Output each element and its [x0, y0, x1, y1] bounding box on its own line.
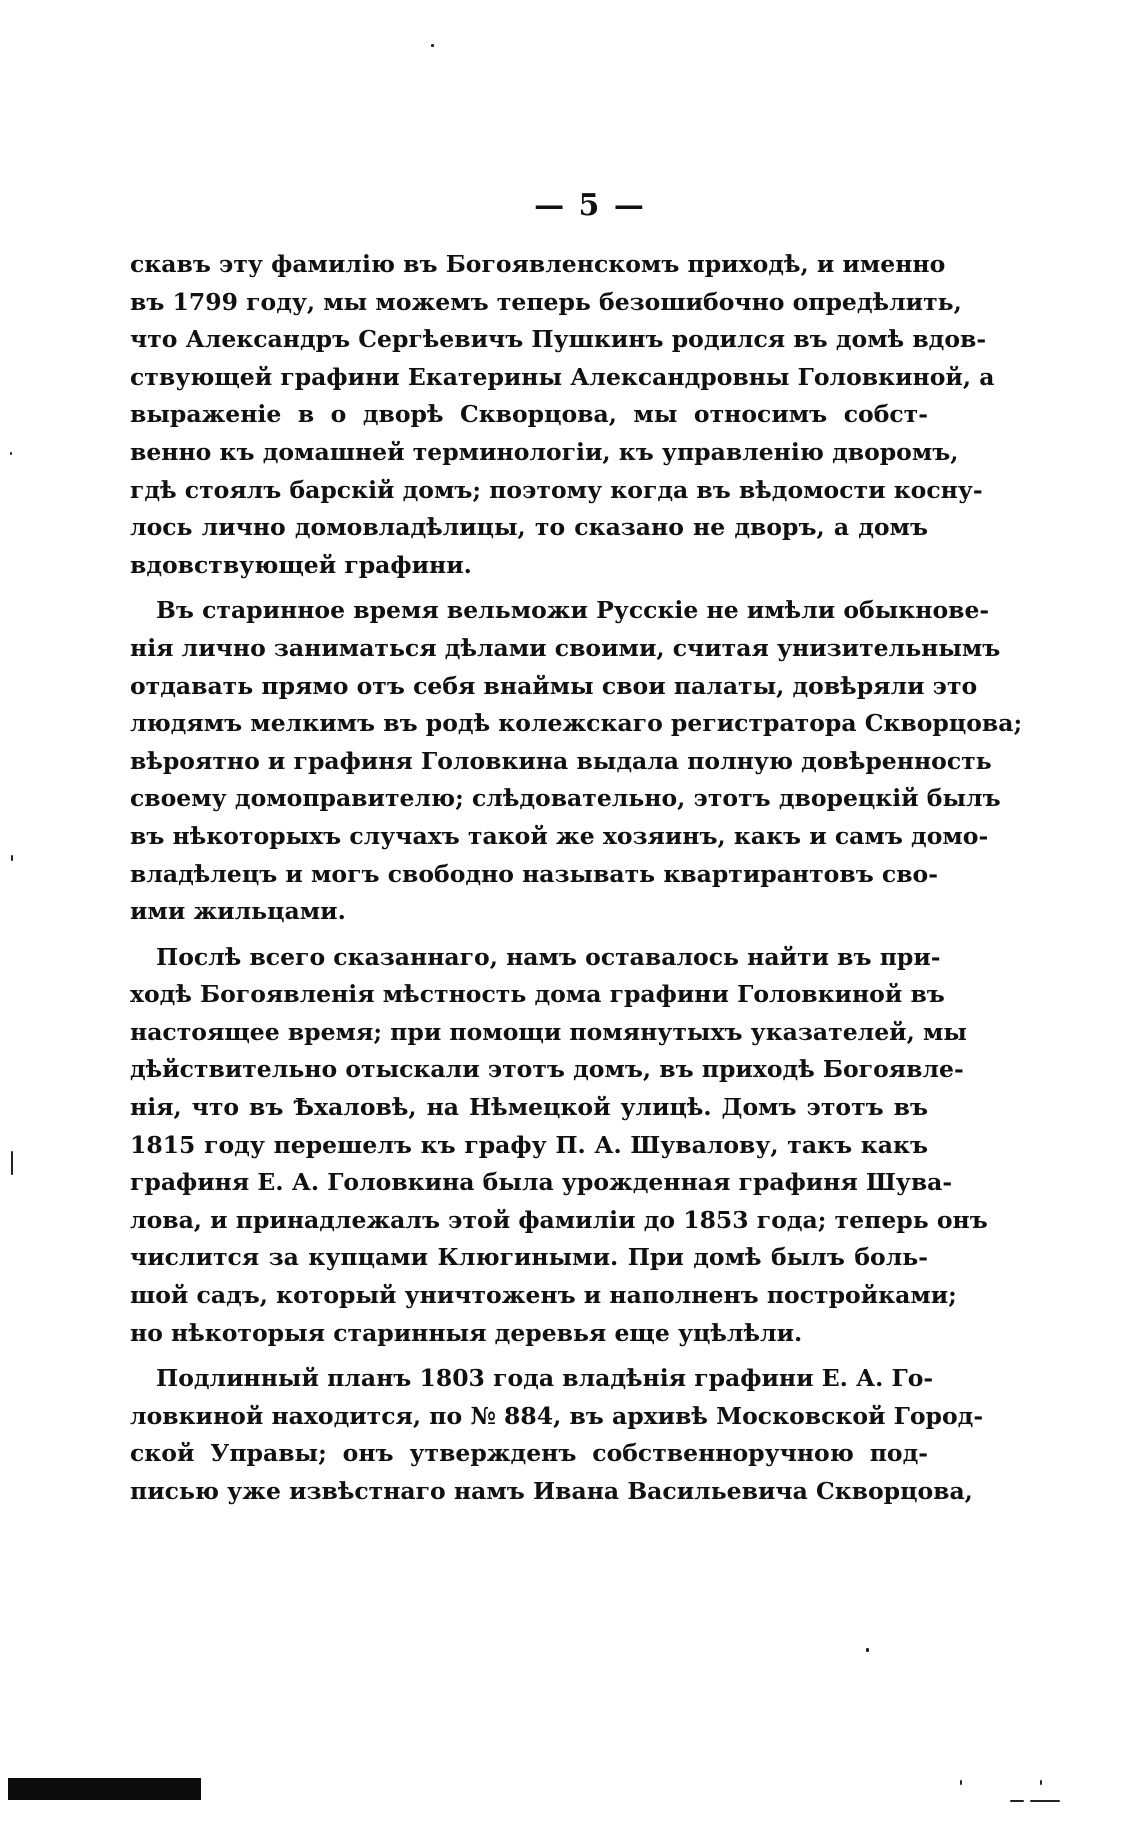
- scan-speck: [960, 1780, 962, 1785]
- text-line: гдѣ стоялъ барскій домъ; поэтому когда въ вѣдомости косну-: [130, 475, 983, 504]
- paragraph-gap: [130, 584, 928, 592]
- paragraph-2: [130, 592, 1023, 930]
- paragraph-1: [130, 246, 995, 584]
- scan-speck: [1010, 1800, 1024, 1802]
- scan-speck: [11, 855, 13, 861]
- paragraph-gap: [130, 1352, 928, 1360]
- text-line: выраженіе в о дворѣ Скворцова, мы относимъ собст-: [130, 400, 928, 429]
- scan-speck: [431, 44, 434, 47]
- text-line: Въ старинное время вельможи Русскіе не имѣли обыкнове-: [156, 596, 990, 625]
- paragraph-3: [130, 939, 988, 1353]
- text-line: настоящее время; при помощи помянутыхъ указателей, мы: [130, 1017, 967, 1046]
- scan-artifact-bar: [8, 1778, 201, 1800]
- text-line: ходѣ Богоявленія мѣстность дома графини Головкиной въ: [130, 980, 945, 1009]
- scan-speck: [866, 1648, 869, 1652]
- scan-speck: [1040, 1780, 1042, 1785]
- text-line: владѣлецъ и могъ свободно называть квартирантовъ сво-: [130, 859, 938, 888]
- text-line: ствующей графини Екатерины Александровны Головкиной, а: [130, 362, 995, 391]
- text-line: ской Управы; онъ утвержденъ собственноручною под-: [130, 1439, 928, 1468]
- text-line: числится за купцами Клюгиными. При домѣ былъ боль-: [130, 1243, 928, 1272]
- text-line: нія лично заниматься дѣлами своими, считая унизительнымъ: [130, 633, 1001, 662]
- text-line: писью уже извѣстнаго намъ Ивана Васильевича Скворцова,: [130, 1477, 973, 1505]
- text-line: въ 1799 году, мы можемъ теперь безошибочно опредѣлить,: [130, 287, 962, 316]
- scan-speck: [10, 452, 12, 455]
- scan-speck: [1030, 1800, 1060, 1802]
- text-line: отдавать прямо отъ себя внаймы свои палаты, довѣряли это: [130, 671, 978, 700]
- scan-speck: [11, 1151, 13, 1175]
- text-line: людямъ мелкимъ въ родѣ колежскаго регистратора Скворцова;: [130, 709, 1023, 738]
- text-line: скавъ эту фамилію въ Богоявленскомъ приходѣ, и именно: [130, 250, 946, 278]
- text-line: вдовствующей графини.: [130, 550, 472, 579]
- text-line: лось лично домовладѣлицы, то сказано не дворъ, а домъ: [130, 513, 928, 542]
- text-line: Послѣ всего сказаннаго, намъ оставалось найти въ при-: [156, 942, 941, 971]
- text-line: ловкиной находится, по № 884, въ архивѣ Московской Город-: [130, 1401, 984, 1430]
- paragraph-4: [130, 1360, 984, 1510]
- body-text: [130, 246, 1023, 1511]
- text-line: вѣроятно и графиня Головкина выдала полную довѣренность: [130, 746, 992, 775]
- page-number: — 5 —: [534, 188, 646, 223]
- text-line: венно къ домашней терминологіи, къ управленію дворомъ,: [130, 437, 959, 466]
- paragraph-gap: [130, 931, 928, 939]
- text-line: дѣйствительно отыскали этотъ домъ, въ приходѣ Богоявле-: [130, 1055, 964, 1084]
- text-line: въ нѣкоторыхъ случахъ такой же хозяинъ, какъ и самъ домо-: [130, 821, 989, 850]
- text-line: графиня Е. А. Головкина была урожденная графиня Шува-: [130, 1168, 953, 1197]
- text-line: нія, что въ Ѣхаловѣ, на Нѣмецкой улицѣ. Домъ этотъ въ: [130, 1093, 928, 1122]
- text-line: лова, и принадлежалъ этой фамиліи до 1853 года; теперь онъ: [130, 1205, 988, 1234]
- text-line: шой садъ, который уничтоженъ и наполненъ постройками;: [130, 1281, 957, 1310]
- text-line: но нѣкоторыя старинныя деревья еще уцѣлѣли.: [130, 1318, 803, 1347]
- text-line: 1815 году перешелъ къ графу П. А. Шувалову, такъ какъ: [130, 1130, 928, 1159]
- text-line: ими жильцами.: [130, 897, 346, 926]
- text-line: Подлинный планъ 1803 года владѣнія графини Е. А. Го-: [156, 1364, 934, 1393]
- text-line: своему домоправителю; слѣдовательно, этотъ дворецкій былъ: [130, 784, 1001, 813]
- text-line: что Александръ Сергѣевичъ Пушкинъ родился въ домѣ вдов-: [130, 325, 987, 354]
